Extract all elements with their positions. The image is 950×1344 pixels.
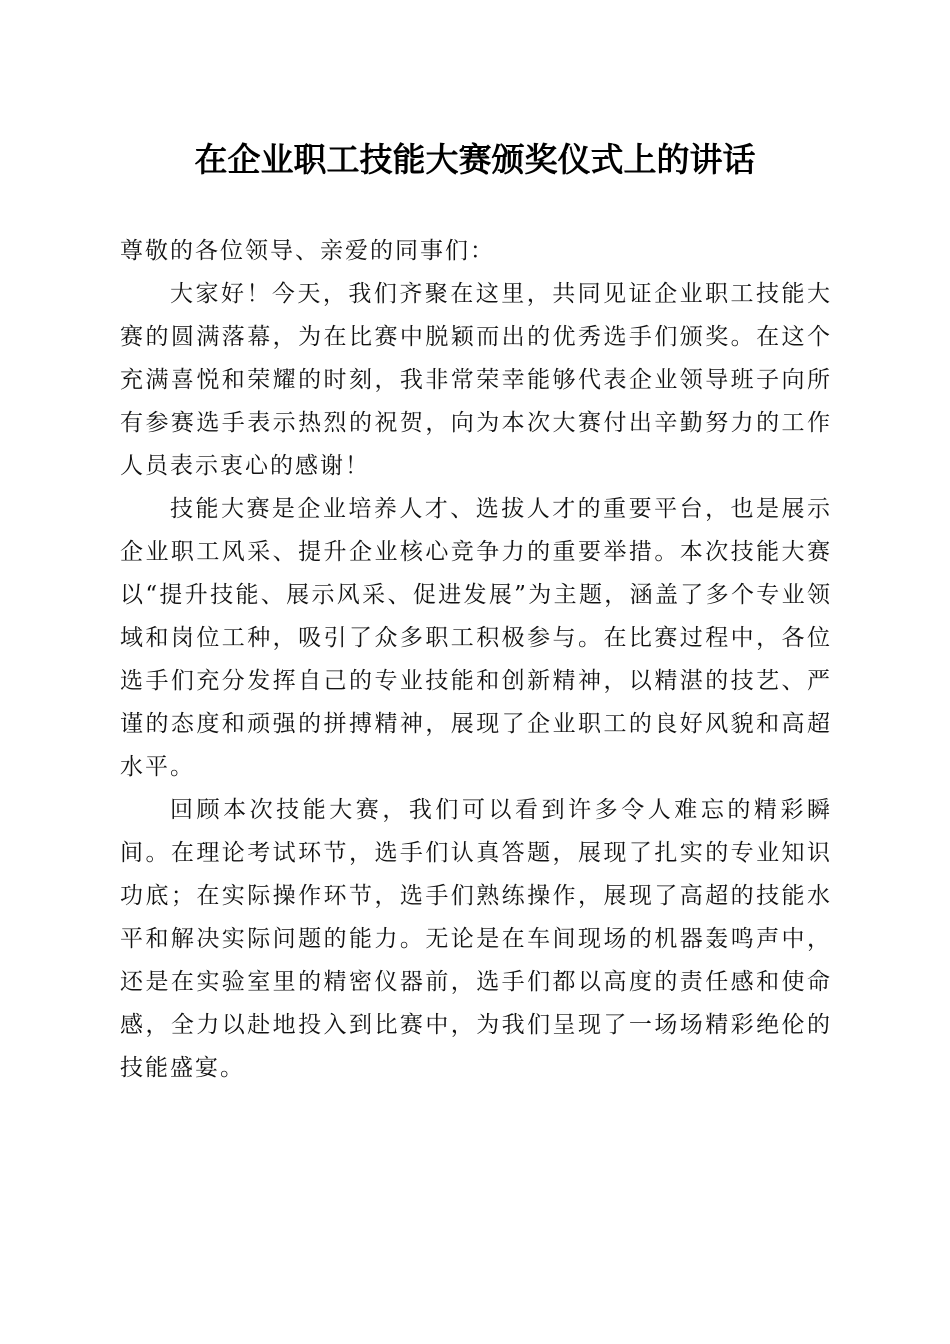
paragraph-2: 技能大赛是企业培养人才、选拔人才的重要平台，也是展示企业职工风采、提升企业核心竞争力的重要举措。本次技能大赛以“提升技能、展示风采、促进发展”为主题，涵盖了多个专业领域和岗位工种，吸引了众多职工积极参与。在比赛过程中，各位选手们充分发挥自己的专业技能和创新精神，以精湛的技艺、严谨的态度和顽强的拼搏精神，展现了企业职工的良好风貌和高超水平。 bbox=[120, 496, 832, 780]
salutation: 尊敬的各位领导、亲爱的同事们： bbox=[120, 238, 495, 264]
paragraph-1: 大家好！今天，我们齐聚在这里，共同见证企业职工技能大赛的圆满落幕，为在比赛中脱颖而出的优秀选手们颁奖。在这个充满喜悦和荣耀的时刻，我非常荣幸能够代表企业领导班子向所有参赛选手表示热烈的祝贺，向为本次大赛付出辛勤努力的工作人员表示衷心的感谢！ bbox=[120, 281, 832, 479]
paragraph-3: 回顾本次技能大赛，我们可以看到许多令人难忘的精彩瞬间。在理论考试环节，选手们认真答题，展现了扎实的专业知识功底；在实际操作环节，选手们熟练操作，展现了高超的技能水平和解决实际问题的能力。无论是在车间现场的机器轰鸣声中，还是在实验室里的精密仪器前，选手们都以高度的责任感和使命感，全力以赴地投入到比赛中，为我们呈现了一场场精彩绝伦的技能盛宴。 bbox=[120, 797, 832, 1081]
document-body bbox=[120, 230, 832, 1090]
document-title: 在企业职工技能大赛颁奖仪式上的讲话 bbox=[194, 140, 756, 179]
